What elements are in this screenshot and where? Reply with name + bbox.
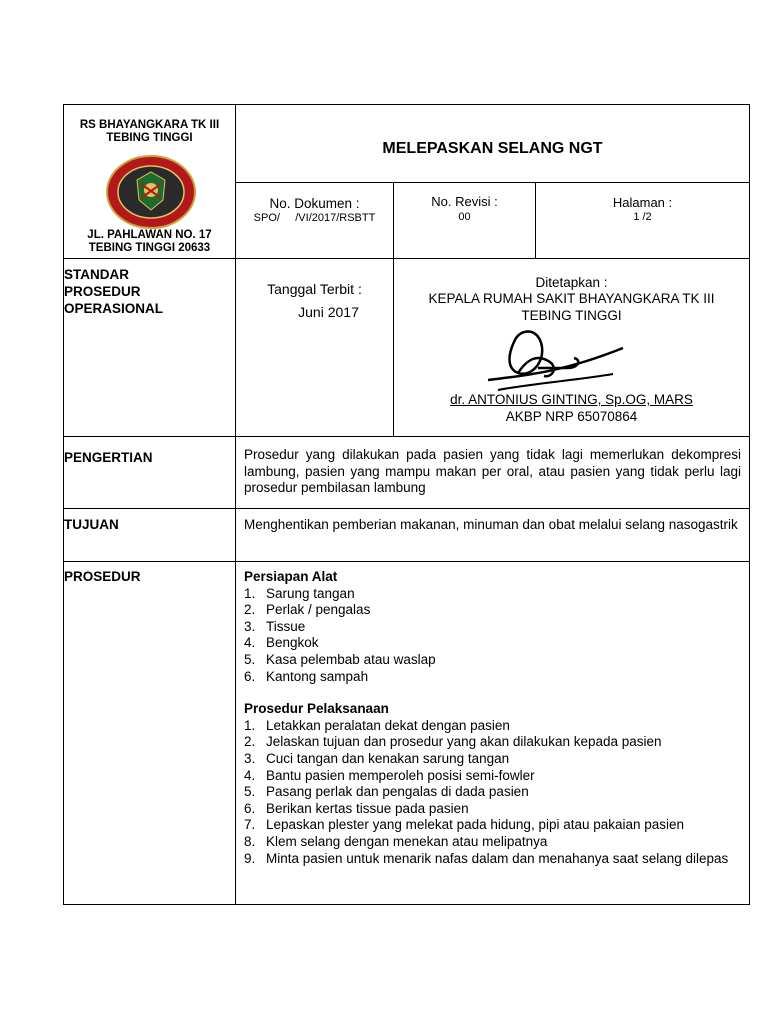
signature bbox=[478, 318, 628, 398]
hospital-name: RS BHAYANGKARA TK III TEBING TINGGI bbox=[79, 119, 220, 144]
row-divider-pengertian bbox=[63, 508, 750, 509]
document-title: MELEPASKAN SELANG NGT bbox=[382, 140, 603, 157]
row-divider-sop bbox=[63, 436, 750, 437]
approver-name: dr. ANTONIUS GINTING, Sp.OG, MARS bbox=[450, 392, 693, 407]
list-item: 2. Perlak / pengalas bbox=[244, 602, 371, 618]
sop-label: STANDAR PROSEDUR OPERASIONAL bbox=[64, 267, 164, 316]
issue-date-label: Tanggal Terbit : bbox=[267, 281, 362, 297]
doc-number-value: SPO/ /VI/2017/RSBTT bbox=[253, 212, 376, 224]
row-divider-tujuan bbox=[63, 561, 750, 562]
list-item: 3. Cuci tangan dan kenakan sarung tangan bbox=[244, 750, 510, 766]
prosedur-label: PROSEDUR bbox=[64, 569, 141, 584]
approver-title-1: KEPALA RUMAH SAKIT BHAYANGKARA TK III bbox=[428, 291, 715, 306]
page-label: Halaman : bbox=[612, 195, 673, 210]
list-item: 1. Letakkan peralatan dekat dengan pasien bbox=[244, 717, 510, 733]
list-item: 9. Minta pasien untuk menarik nafas dalam dan menahanya saat selang dilepas bbox=[244, 850, 729, 866]
row-divider-title bbox=[235, 182, 750, 183]
approver-title-2: TEBING TINGGI bbox=[521, 308, 622, 323]
tujuan-text: Menghentikan pemberian makanan, minuman dan obat melalui selang nasogastrik bbox=[244, 517, 738, 532]
page-value: 1 /2 bbox=[633, 211, 652, 223]
issue-date-value: Juni 2017 bbox=[298, 304, 359, 320]
column-divider bbox=[235, 104, 236, 905]
doc-number-label: No. Dokumen : bbox=[269, 196, 360, 211]
table-border-top bbox=[63, 104, 750, 105]
pelaksanaan-heading: Prosedur Pelaksanaan bbox=[244, 701, 389, 717]
pelaksanaan-list bbox=[244, 718, 741, 867]
list-item: 6. Kantong sampah bbox=[244, 668, 369, 684]
list-item: 1. Sarung tangan bbox=[244, 585, 355, 601]
list-item: 4. Bengkok bbox=[244, 635, 319, 651]
prosedur-content bbox=[244, 569, 741, 867]
list-item: 2. Jelaskan tujuan dan prosedur yang akan dilakukan kepada pasien bbox=[244, 734, 662, 750]
table-border-left bbox=[63, 104, 64, 905]
pengertian-text: Prosedur yang dilakukan pada pasien yang tidak lagi memerlukan dekompresi lambung, pasien yang mampu makan per oral, atau pasien yang tidak perlu lagi prosedur pembilasan lambung bbox=[244, 447, 741, 495]
pengertian-label: PENGERTIAN bbox=[64, 450, 153, 465]
hospital-logo bbox=[105, 154, 197, 230]
revision-label: No. Revisi : bbox=[431, 194, 498, 209]
revision-value: 00 bbox=[458, 211, 471, 223]
list-item: 3. Tissue bbox=[244, 618, 306, 634]
list-item: 4. Bantu pasien memperoleh posisi semi-fowler bbox=[244, 767, 535, 783]
list-item: 5. Kasa pelembab atau waslap bbox=[244, 651, 436, 667]
table-border-bottom bbox=[63, 904, 750, 905]
hospital-address: JL. PAHLAWAN NO. 17 TEBING TINGGI 20633 bbox=[87, 229, 212, 254]
approver-rank: AKBP NRP 65070864 bbox=[505, 409, 638, 424]
row-divider-meta bbox=[63, 258, 750, 259]
list-item: 6. Berikan kertas tissue pada pasien bbox=[244, 800, 469, 816]
list-item: 5. Pasang perlak dan pengalas di dada pasien bbox=[244, 784, 529, 800]
list-item: 8. Klem selang dengan menekan atau melipatnya bbox=[244, 833, 548, 849]
list-item: 7. Lepaskan plester yang melekat pada hidung, pipi atau pakaian pasien bbox=[244, 817, 685, 833]
approved-label: Ditetapkan : bbox=[535, 275, 608, 290]
persiapan-heading: Persiapan Alat bbox=[244, 569, 338, 584]
tujuan-label: TUJUAN bbox=[64, 517, 119, 532]
table-border-right bbox=[749, 104, 750, 905]
persiapan-list bbox=[244, 586, 741, 686]
